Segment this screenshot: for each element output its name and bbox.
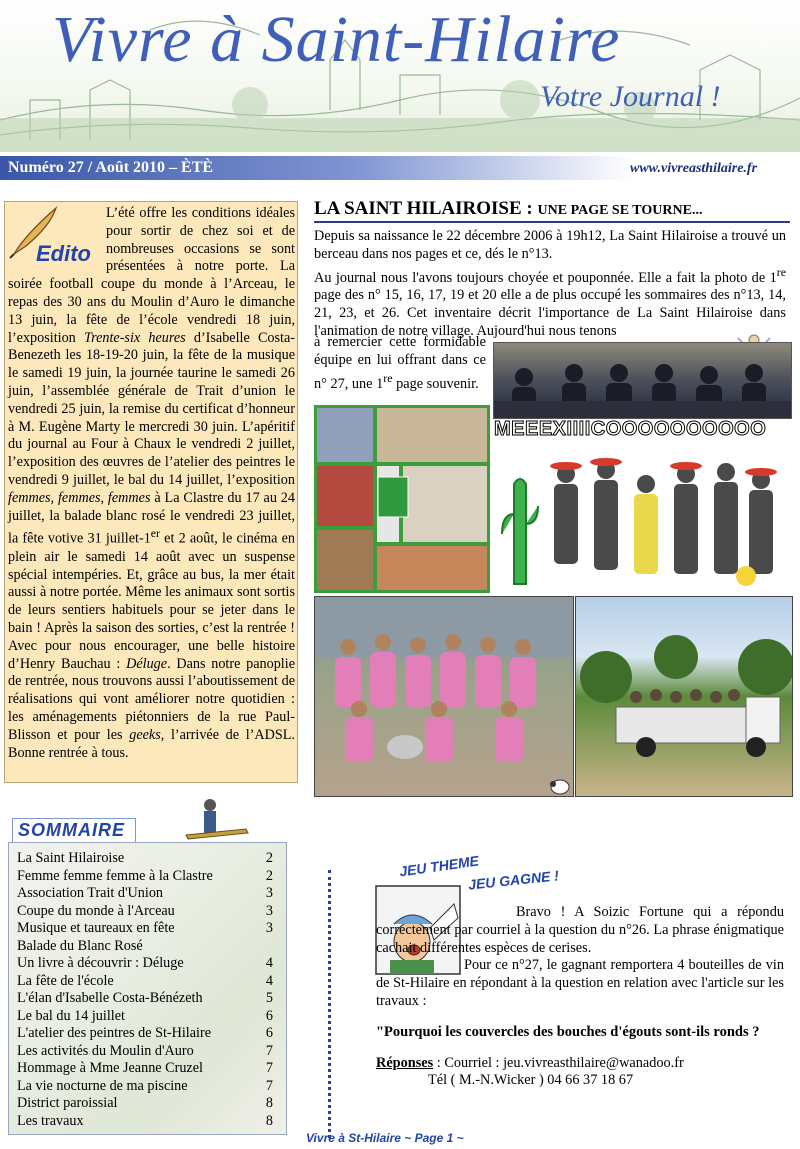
sommaire-item-label: L'atelier des peintres de St-Hilaire — [17, 1025, 212, 1041]
sommaire-title: SOMMAIRE — [18, 820, 125, 840]
article-title-main: LA SAINT HILAIROISE : — [314, 198, 538, 219]
truck-scene — [576, 597, 792, 796]
article-text-part: Au journal nous l'avons toujours choyée et pouponnée. Elle a fait la photo de 1 — [314, 269, 777, 286]
article-title-small: UNE PAGE SE TOURNE... — [537, 203, 703, 218]
sommaire-item-label: Les activités du Moulin d'Auro — [17, 1042, 194, 1059]
website-link[interactable]: www.vivreasthilaire.fr — [630, 161, 758, 176]
edito-label: Edito — [36, 241, 91, 266]
sommaire-item-label: Association Trait d'Union — [17, 885, 164, 901]
edito-text-part: er — [150, 526, 160, 541]
edito-text — [8, 205, 295, 762]
issue-number: Numéro 27 / Août 2010 – ÈTÈ — [8, 159, 214, 176]
edito-text-part: d’Isabelle Costa-Benezeth les 18-19-20 juin, la fête de la musique le samedi 19 juin, la journée taurine le samedi 26 juin, l’assemblée générale de Trait d’union le vendredi 25 juin, la remise du certificat d’honneur à M. Eugène Marty le mercredi 30 juin. L’apéritif du journal au Four à Chaux le vendredi 2 juillet, l’exposition des œuvres de l’atelier des peintres le vendredi 9 juillet, le bal du 14 juillet, l’exposition — [8, 329, 296, 488]
jeu-question: "Pourquoi les couvercles des bouches d'égouts sont-ils ronds ? — [376, 1024, 760, 1040]
mexico-costume-photo — [496, 444, 790, 592]
answers-phone: Tél ( M.-N.Wicker ) 04 66 37 18 67 — [428, 1072, 634, 1088]
sommaire-item-label: La Saint Hilairoise — [17, 850, 125, 866]
sommaire-item[interactable] — [17, 1078, 273, 1096]
sommaire-item[interactable] — [17, 1060, 273, 1078]
sommaire-item-label: Balade du Blanc Rosé — [17, 937, 143, 954]
team-silhouettes — [494, 343, 791, 418]
sommaire-item-label: L'élan d'Isabelle Costa-Bénézeth — [17, 990, 203, 1006]
article-title-rule — [314, 221, 790, 223]
jeu-paragraph: Pour ce n°27, le gagnant remportera 4 bouteilles de vin de St-Hilaire en répondant à la question en relation avec l'article sur les travaux : — [376, 957, 784, 1009]
sommaire-item-page: 2 — [265, 850, 273, 866]
edito-text-part: geeks — [129, 726, 161, 743]
sommaire-item-label: La vie nocturne de ma piscine — [17, 1077, 188, 1094]
sommaire-item-label: Un livre à découvrir : Déluge — [17, 955, 184, 971]
sommaire-item-page: 3 — [265, 920, 273, 936]
sommaire-item[interactable] — [17, 885, 273, 903]
pink-group-figures — [315, 597, 573, 796]
edito-text-part: Trente-six heures — [83, 329, 186, 346]
page-footer: Vivre à St-Hilaire ~ Page 1 ~ — [306, 1131, 464, 1145]
sommaire-item[interactable] — [17, 1025, 273, 1043]
article-title — [314, 198, 702, 220]
sommaire-item[interactable] — [17, 920, 273, 938]
sommaire-item-page: 8 — [265, 1095, 273, 1111]
sommaire-item-page: 5 — [265, 990, 273, 1006]
sommaire-item[interactable] — [17, 1095, 273, 1113]
pink-shirts-group-photo — [314, 596, 574, 797]
truck-outing-photo — [575, 596, 793, 797]
sommaire-item[interactable] — [17, 955, 273, 973]
sommaire-item-page: 6 — [265, 1025, 273, 1041]
jeu-title-line1: JEU THEME — [398, 852, 480, 880]
edito-text-part: L’été offre les conditions idéales pour sortir de chez soi et de nombreuses occasions se sont présentées à notre porte. La soirée football coupe du monde à l’Arceau, le repas des 30 ans du Moulin d’Auro le dimanche 13 juin, la fête de l’école vendredi 18 juin, l’exposition — [8, 205, 295, 346]
sommaire-item[interactable] — [17, 1043, 273, 1061]
edito-text-part: , l’arrivée de l’ADSL. Bonne rentrée à tous. — [8, 726, 295, 761]
sommaire-item[interactable] — [17, 1008, 273, 1026]
article-paragraph — [314, 264, 786, 341]
sommaire-item[interactable] — [17, 938, 273, 956]
sommaire-item-page: 7 — [265, 1077, 273, 1094]
sommaire-item-label: Femme femme femme à la Clastre — [17, 867, 213, 884]
jeu-title-line2: JEU GAGNE ! — [467, 867, 560, 893]
article-paragraph-narrow — [314, 334, 486, 393]
mexico-figures — [496, 444, 790, 592]
article-text-part: re — [776, 264, 786, 279]
article-text-part: re — [383, 370, 393, 385]
sommaire-item-page: 7 — [265, 1042, 273, 1059]
sommaire-item-page: 4 — [265, 972, 273, 989]
sommaire-item-page: 7 — [265, 1060, 273, 1076]
pen-character-icon — [182, 795, 252, 845]
sommaire-item-page: 3 — [265, 885, 273, 901]
edito-text-part: Déluge — [126, 655, 168, 672]
sommaire-item-label: Musique et taureaux en fête — [17, 920, 175, 936]
sommaire-list — [17, 850, 273, 1130]
edito-text-part: à La Clastre du 17 au 24 juillet, la balade blanc rosé le vendredi 23 juillet, la fête votive 31 juillet-1 — [8, 489, 295, 548]
article-paragraph: Depuis sa naissance le 22 décembre 2006 à 19h12, La Saint Hilairoise a trouvé un berceau dans nos pages et ce, dés le n°13. — [314, 228, 786, 262]
answers-label: Réponses — [376, 1055, 434, 1071]
sommaire-item-label: Coupe du monde à l'Arceau — [17, 902, 175, 919]
answers-email[interactable]: : Courriel : jeu.vivreasthilaire@wanadoo.fr — [433, 1055, 684, 1071]
edito-text-part: femmes, femmes, femmes — [8, 489, 151, 506]
dotted-separator — [328, 870, 331, 1138]
sommaire-item-label: Le bal du 14 juillet — [17, 1007, 125, 1024]
article-text — [314, 228, 786, 341]
article-text-part: page des n° 15, 16, 17, 19 et 20 elle a de plus occupé les sommaires des n°13, 14, 21, 23, et 26. Cet inventaire décrit l'importance de La Saint Hilairoise dans l'animation de notre village. Aujourd'hui nous tenons — [314, 287, 786, 339]
sommaire-item-label: Les travaux — [17, 1112, 84, 1129]
edito-text-part: . Dans notre panoplie de rentrée, nous trouvons aussi l’aboutissement de réalisations qui vont améliorer notre quotidien : les aménagements piétonniers de la rue Paul-Blisson et pour les — [8, 655, 295, 743]
sommaire-item[interactable] — [17, 850, 273, 868]
sommaire-item-page: 6 — [265, 1007, 273, 1024]
edito-text-part: et 2 août, le cinéma en plein air le samedi 14 août avec un suspense spécial intempéries. Et, grâce au bus, la mer était aussi à notre portée. Même les animaux sont sortis de leurs sentiers habituels pour se jeter dans le bain ! Après la saison des sorties, c’est la rentrée ! Avec pour nous encourager, une belle histoire d’Henry Bauchau : — [8, 531, 295, 672]
article-text-part: à remercier cette formidable équipe en lui offrant dans ce n° 27, une 1 — [314, 334, 486, 392]
sommaire-item[interactable] — [17, 990, 273, 1008]
answers-line — [376, 1055, 684, 1072]
jeu-paragraph: Bravo ! A Soizic Fortune qui a répondu correctement par courriel à la question du n°26. La phrase énigmatique cachait différentes espèces de cerises. — [376, 904, 784, 956]
journal-subtitle: Votre Journal ! — [540, 80, 721, 113]
sommaire-item-page: 2 — [265, 867, 273, 884]
sommaire-item-label: Hommage à Mme Jeanne Cruzel — [17, 1060, 203, 1076]
sommaire-item[interactable] — [17, 1113, 273, 1131]
sommaire-item[interactable] — [17, 973, 273, 991]
sommaire-item-label: La fête de l'école — [17, 972, 114, 989]
article-text-part: page souvenir. — [392, 375, 479, 392]
sommaire-item-page: 8 — [265, 1112, 273, 1129]
team-group-photo — [493, 342, 792, 419]
journal-title: Vivre à Saint-Hilaire — [52, 3, 621, 76]
sommaire-item-label: District paroissial — [17, 1095, 118, 1111]
sommaire-item-page: 4 — [265, 955, 273, 971]
sheep-doodle-icon — [548, 775, 572, 797]
sommaire-item[interactable] — [17, 903, 273, 921]
mexico-caption: MEEEXIIIICOOOOOOOOOO — [494, 418, 767, 440]
photo-collage — [314, 405, 490, 593]
collage-tiles — [314, 405, 490, 593]
sommaire-item[interactable] — [17, 868, 273, 886]
jeu-text — [376, 904, 784, 1011]
sommaire-item-page: 3 — [265, 902, 273, 919]
